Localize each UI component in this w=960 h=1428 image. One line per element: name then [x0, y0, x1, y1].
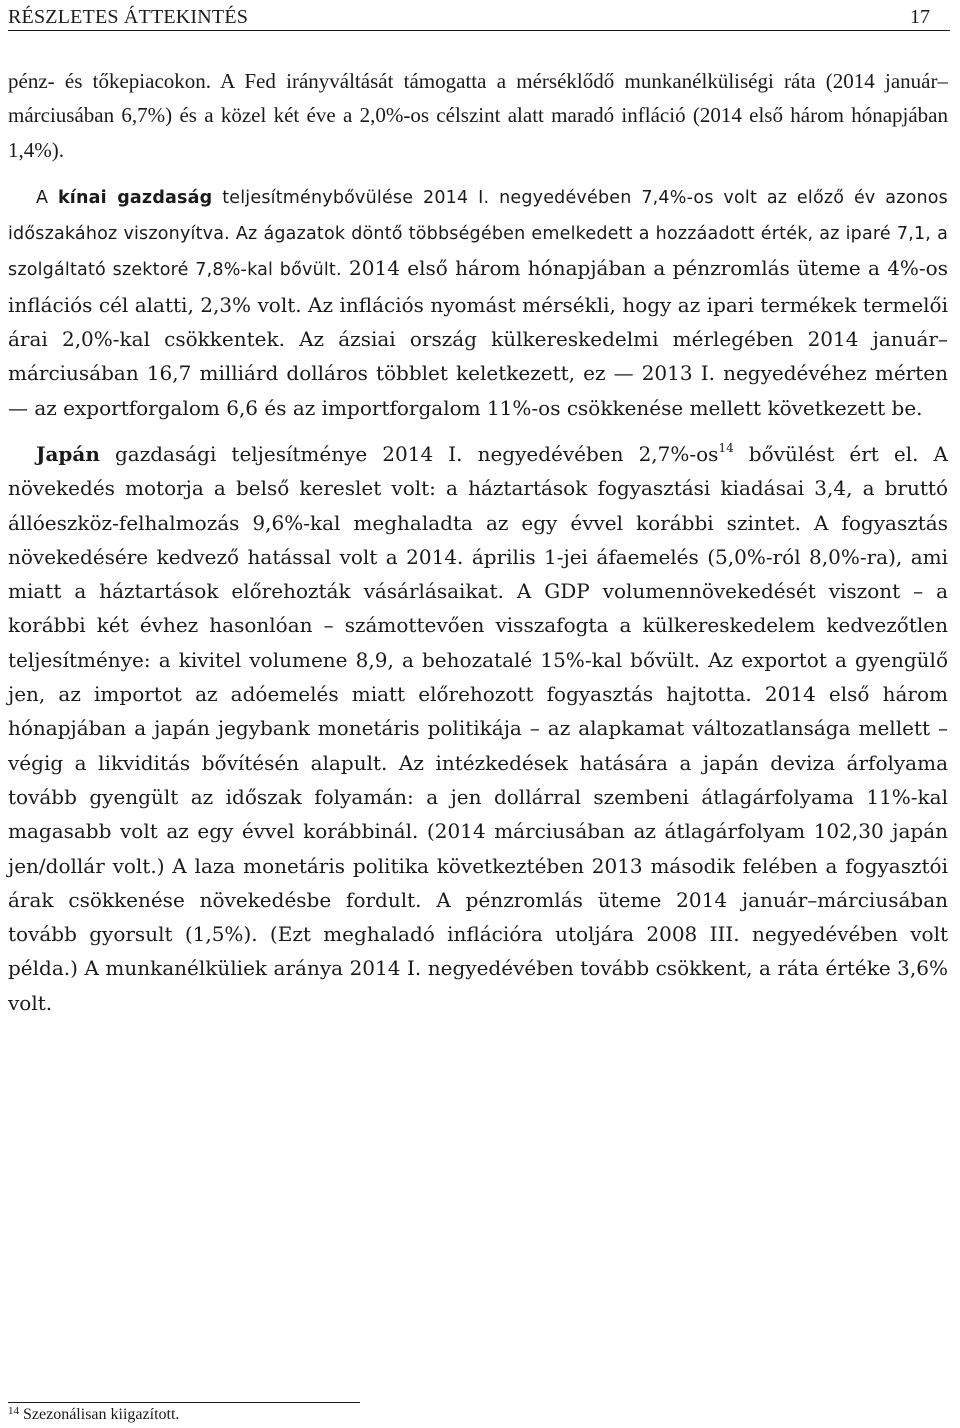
keyword-china: kínai gazdaság	[57, 187, 213, 208]
footnote-reference[interactable]: 14	[718, 440, 734, 455]
china-text-a: teljesítménybővülése 2014 I. negyedévében 7,4%-os volt az előző év azonos időszakához viszonyítva. Az ágazatok döntő többségében emelkedett a hozzáadott érték, az iparé 7,1, a szolgáltató szektoré 7,8%-kal bővült.	[8, 187, 949, 281]
running-header	[8, 4, 950, 31]
paragraph-japan	[8, 437, 948, 1020]
body-text	[8, 64, 948, 1020]
keyword-japan: Japán	[36, 441, 100, 466]
japan-text-b: bővülést ért el. A növekedés motorja a belső kereslet volt: a háztartások fogyasztási kiadásai 3,4, a bruttó állóeszköz-felhalmozás 9,6%-kal meghaladta az egy évvel korábbi szintet. A fogyasztás növekedésére kedvező hatással volt a 2014. április 1-jei áfaemelés (5,0%-ról 8,0%-ra), ami miatt a háztartások előrehozták vásárlásaikat. A GDP volumennövekedését viszont – a korábbi két évhez hasonlóan – számottevően visszafogta a külkereskedelem kedvezőtlen teljesítménye: a kivitel volumene 8,9, a behozatalé 15%-kal bővült. Az exportot a gyengülő jen, az importot az adóemelés miatt előrehozott fogyasztás hajtotta. 2014 első három hónapjában a japán jegybank monetáris politikája – az alapkamat változatlansága mellett – végig a likviditás bővítésén alapult. Az intézkedések hatására a japán deviza árfolyama tovább gyengült az időszak folyamán: a jen dollárral szembeni átlagárfolyama 11%-kal magasabb volt az egy évvel korábbinál. (2014 márciusában az átlagárfolyam 102,30 japán jen/dollár volt.) A laza monetáris politika következtében 2013 második felében a fogyasztói árak csökkenése növekedésbe fordult. A pénzromlás üteme 2014 január–márciusában tovább gyorsult (1,5%). (Ezt meghaladó inflációra utoljára 2008 III. negyedévében volt példa.) A munkanélküliek aránya 2014 I. negyedévében tovább csökkent, a ráta értéke 3,6% volt.	[8, 441, 948, 1015]
china-text-b: 2014 első három hónapjában a pénzromlás üteme a 4%-os inflációs cél alatti, 2,3% volt. Az inflációs nyomást mérsékli, hogy az ipari termékek termelői árai 2,0%-kal csökkentek. Az ázsiai ország külkereskedelmi mérlegében 2014 január–márciusában 16,7 milliárd dolláros többlet keletkezett, ez — 2013 I. negyedévéhez mérten — az exportforgalom 6,6 és az importforgalom 11%-os csökkenése mellett következett be.	[8, 256, 948, 420]
section-title: RÉSZLETES ÁTTEKINTÉS	[8, 6, 249, 28]
paragraph-china	[8, 179, 948, 425]
paragraph-fed: pénz- és tőkepiacokon. A Fed irányváltását támogatta a mérséklődő munkanélküliségi ráta (2014 január–márciusában 6,7%) és a közel két éve a 2,0%-os célszint alatt maradó infláció (2014 első három hónapjában 1,4%).	[8, 69, 948, 162]
footnote-separator	[8, 1402, 360, 1403]
footnote-number: 14	[8, 1405, 19, 1417]
china-prefix: A	[36, 187, 58, 208]
footnote	[8, 1405, 179, 1425]
japan-text-a: gazdasági teljesítménye 2014 I. negyedévében 2,7%-os	[99, 441, 719, 466]
footnote-text: Szezonálisan kiigazított.	[23, 1406, 180, 1423]
page-number: 17	[910, 6, 930, 28]
